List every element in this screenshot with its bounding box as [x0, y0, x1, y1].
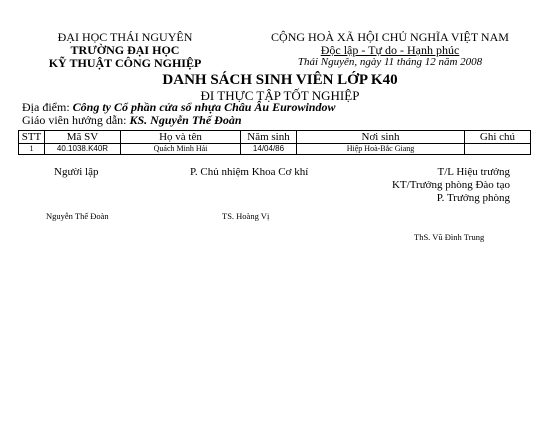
document-title: DANH SÁCH SINH VIÊN LỚP K40 [162, 72, 398, 88]
table-header-row [19, 131, 531, 144]
school-name-line1: TRƯỜNG ĐẠI HỌC [70, 43, 180, 57]
rector-title-line2: KT/Trưởng phòng Đào tạo [391, 179, 510, 191]
location-label: Địa điểm: [22, 100, 73, 114]
rector-signer-name: ThS. Vũ Đình Trung [414, 232, 485, 242]
university-name: ĐẠI HỌC THÁI NGUYÊN [57, 30, 193, 44]
cell-student-id: 40.1038.K40R [45, 144, 121, 155]
document-date: Thái Nguyên, ngày 11 tháng 12 năm 2008 [297, 56, 483, 68]
national-motto: Độc lập - Tự do - Hạnh phúc [320, 43, 460, 57]
faculty-head-name: TS. Hoàng Vị [222, 211, 270, 221]
advisor-line [22, 113, 242, 128]
col-header-student-id: Mã SV [45, 131, 121, 144]
rector-title-line3: P. Trưởng phòng [436, 192, 510, 204]
col-header-stt: STT [19, 131, 45, 144]
faculty-head-title: P. Chủ nhiệm Khoa Cơ khí [190, 166, 309, 178]
advisor-label: Giáo viên hướng dẫn: [22, 113, 130, 127]
location-value: Công ty Cổ phần cửa sổ nhựa Châu Âu Eurowindow [72, 100, 336, 114]
advisor-value: KS. Nguyễn Thế Đoàn [129, 113, 242, 127]
rector-title-line1: T/L Hiệu trưởng [437, 166, 510, 178]
preparer-name: Nguyễn Thế Đoàn [46, 211, 109, 221]
col-header-birth-year: Năm sinh [241, 131, 297, 144]
student-table [18, 130, 531, 155]
school-name-line2: KỸ THUẬT CÔNG NGHIỆP [48, 56, 202, 70]
republic-name: CỘNG HOÀ XÃ HỘI CHỦ NGHĨA VIỆT NAM [271, 30, 509, 44]
col-header-birthplace: Nơi sinh [297, 131, 465, 144]
cell-full-name: Quách Minh Hải [121, 144, 241, 155]
cell-birthplace: Hiệp Hoà-Bắc Giang [297, 144, 465, 155]
document-subtitle: ĐI THỰC TẬP TỐT NGHIỆP [200, 88, 360, 103]
cell-birth-date: 14/04/86 [241, 144, 297, 155]
preparer-title: Người lập [54, 166, 99, 178]
col-header-notes: Ghi chú [465, 131, 531, 144]
cell-notes [465, 144, 531, 155]
cell-stt: 1 [19, 144, 45, 155]
col-header-full-name: Họ và tên [121, 131, 241, 144]
table-row [19, 144, 531, 155]
